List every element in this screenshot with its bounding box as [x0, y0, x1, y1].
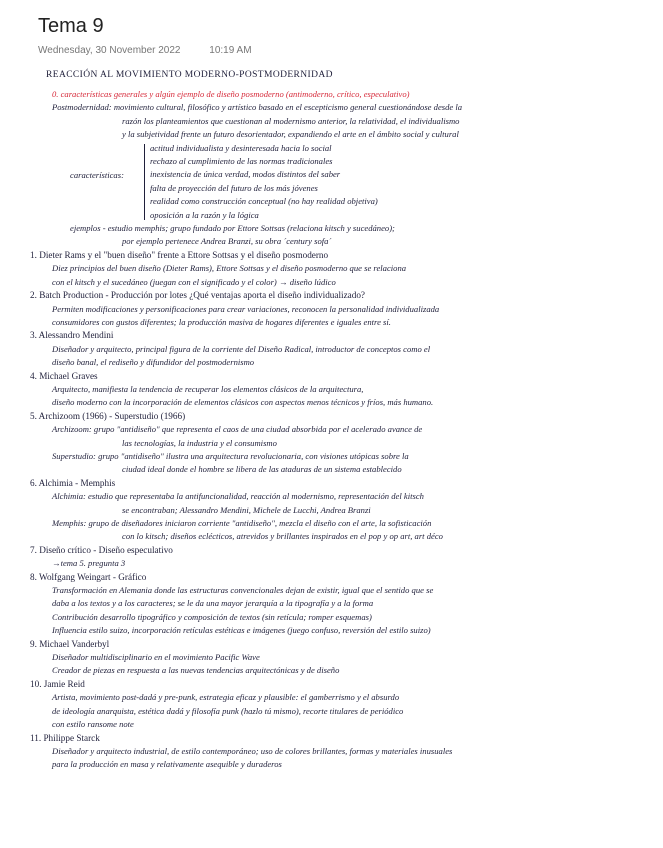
- page-meta: [38, 45, 252, 56]
- postmod-line: razón los planteamientos que cuestionan al modernismo anterior, la relatividad, el individualismo: [122, 115, 460, 126]
- item-line: Creador de piezas en respuesta a las nuevas tendencias arquitectónicas y de diseño: [52, 665, 340, 676]
- item-line: Diseñador multidisciplinario en el movimiento Pacific Wave: [52, 652, 260, 663]
- item-line: Alchimia: estudio que representaba la antifuncionalidad, reacción al modernismo, representación del kitsch: [52, 491, 424, 502]
- item-line: con lo kitsch; diseños eclécticos, atrevidos y brillantes inspirados en el pop y op art, art déco: [122, 531, 443, 542]
- item-line: →tema 5. pregunta 3: [52, 558, 126, 569]
- brace-mark: [144, 144, 151, 220]
- characteristics-block: [30, 142, 656, 222]
- examples-line: ejemplos - estudio memphis; grupo fundado por Ettore Sottsas (relaciona kitsch y sucedáneo);: [70, 223, 395, 234]
- item-title: 4. Michael Graves: [30, 370, 98, 381]
- item-line: Superstudio: grupo "antidiseño" ilustra una arquitectura revolucionaria, con visiones utópicas sobre la: [52, 450, 409, 461]
- item-line: Archizoom: grupo "antidiseño" que representa el caos de una ciudad absorbida por el acelerado avance de: [52, 424, 423, 435]
- item-title: 1. Dieter Rams y el "buen diseño" frente a Ettore Sottsas y el diseño posmoderno: [30, 249, 329, 260]
- item-line: Transformación en Alemania donde las estructuras convencionales dejan de existir, igual que el sentido que se: [52, 585, 434, 596]
- characteristics-label: características:: [70, 169, 124, 180]
- item-title: 3. Alessandro Mendini: [30, 330, 114, 341]
- item-line: diseño banal, el rediseño y difundidor del postmodernismo: [52, 357, 255, 368]
- item-line: las tecnologías, la industria y el consumismo: [122, 437, 277, 448]
- postmod-line: Postmodernidad: movimiento cultural, filosófico y artístico basado en el escepticismo general cuestionándose desde la: [52, 102, 463, 113]
- item-title: 2. Batch Production - Producción por lotes ¿Qué ventajas aporta el diseño individualizado?: [30, 290, 365, 301]
- postmod-line: y la subjetividad frente un futuro desorientador, expandiendo el arte en el ámbito social y cultural: [122, 129, 459, 140]
- characteristic-item: inexistencia de única verdad, modos distintos del saber: [150, 169, 341, 180]
- item-title: 6. Alchimia - Memphis: [30, 477, 116, 488]
- page-time: 10:19 AM: [209, 45, 252, 56]
- item-line: con estilo ransome note: [52, 719, 134, 730]
- item-line: Diseñador y arquitecto industrial, de estilo contemporáneo; uso de colores brillantes, formas y materiales inusuales: [52, 745, 453, 756]
- item-line: Influencia estilo suizo, incorporación retículas estéticas e imágenes (juego confuso, reversión del estilo suizo): [52, 625, 431, 636]
- page-title: Tema 9: [38, 15, 104, 37]
- section-0-title: 0. características generales y algún ejemplo de diseño posmoderno (antimoderno, crítico, especulativo): [52, 89, 410, 99]
- characteristic-item: realidad como construcción conceptual (no hay realidad objetiva): [150, 196, 378, 207]
- item-title: 5. Archizoom (1966) - Superstudio (1966): [30, 410, 186, 421]
- item-line: se encontraban; Alessandro Mendini, Michele de Lucchi, Andrea Branzi: [122, 504, 371, 515]
- handwritten-note[interactable]: [30, 70, 656, 772]
- item-line: Contribución desarrollo tipográfico y composición de textos (sin retícula; romper esquemas): [52, 611, 372, 622]
- item-line: daba a los textos y a los caracteres; se le da una mayor jerarquía a la tipografía y a la forma: [52, 598, 374, 609]
- item-title: 11. Philippe Starck: [30, 732, 100, 743]
- page-date: Wednesday, 30 November 2022: [38, 45, 181, 56]
- item-line: con el kitsch y el sucedáneo (juegan con el significado y el color) → diseño lúdico: [52, 276, 336, 287]
- characteristic-item: falta de proyección del futuro de los más jóvenes: [150, 182, 318, 193]
- item-title: 7. Diseño crítico - Diseño especulativo: [30, 544, 173, 555]
- note-heading: REACCIÓN AL MOVIMIENTO MODERNO-POSTMODERNIDAD: [46, 70, 333, 80]
- item-line: para la producción en masa y relativamente asequible y duraderos: [52, 759, 282, 770]
- characteristic-item: oposición a la razón y la lógica: [150, 209, 259, 220]
- item-title: 8. Wolfgang Weingart - Gráfico: [30, 571, 147, 582]
- item-line: diseño moderno con la incorporación de elementos clásicos con aspectos menos técnicos y fríos, más humano.: [52, 397, 434, 408]
- item-line: Artista, movimiento post-dadá y pre-punk, estrategia eficaz y plausible: el gamberrismo y el absurdo: [52, 692, 400, 703]
- item-line: Permiten modificaciones y personificaciones para crear variaciones, reconocen la personalidad individualizada: [52, 303, 440, 314]
- characteristic-item: actitud individualista y desinteresada hacia lo social: [150, 142, 332, 153]
- characteristic-item: rechazo al cumplimiento de las normas tradicionales: [150, 156, 333, 167]
- item-line: Diseñador y arquitecto, principal figura de la corriente del Diseño Radical, introductor de conceptos como el: [52, 343, 431, 354]
- item-title: 10. Jamie Reid: [30, 678, 85, 689]
- item-line: Memphis: grupo de diseñadores iniciaron corriente "antidiseño", mezcla el diseño con el arte, la sofisticación: [52, 518, 432, 528]
- item-line: de ideología anarquista, estética dadá y filosofía punk (hazlo tú mismo), recorte titulares de periódico: [52, 705, 404, 716]
- item-line: Diez principios del buen diseño (Dieter Rams), Ettore Sottsas y el diseño posmoderno que se relaciona: [52, 263, 407, 274]
- item-line: ciudad ideal donde el hombre se libera de las ataduras de un sistema establecido: [122, 464, 402, 475]
- item-title: 9. Michael Vanderbyl: [30, 638, 110, 649]
- item-line: Arquitecto, manifiesta la tendencia de recuperar los elementos clásicos de la arquitectura,: [52, 383, 364, 394]
- item-line: consumidores con gustos diferentes; la producción masiva de hogares diferentes e iguales entre sí.: [52, 316, 391, 327]
- examples-line: por ejemplo pertenece Andrea Branzi, su obra ´century sofa´: [122, 236, 332, 247]
